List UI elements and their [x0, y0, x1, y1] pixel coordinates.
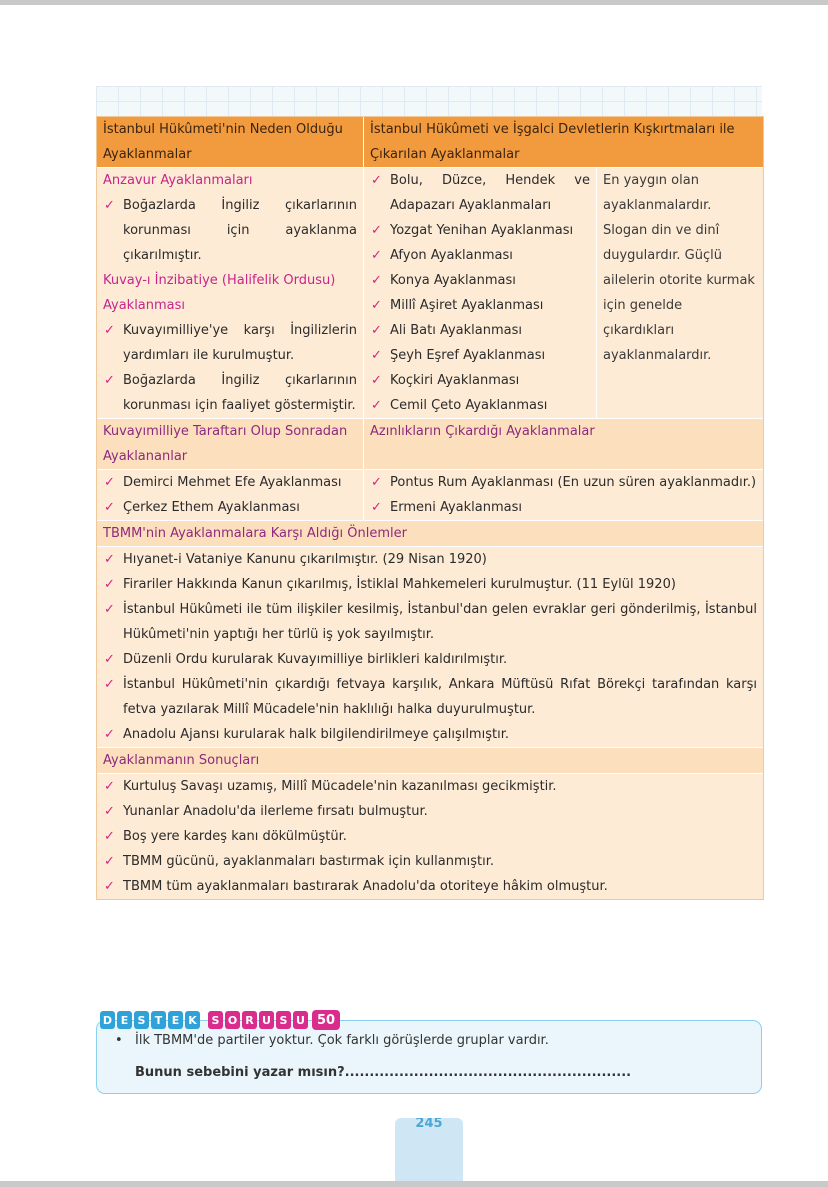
check-icon: ✓: [104, 804, 115, 819]
badge-letter: S: [208, 1011, 223, 1029]
list-item-text: Demirci Mehmet Efe Ayaklanması: [123, 475, 342, 490]
page-number-tab: [395, 1118, 463, 1181]
list-item: [103, 597, 757, 647]
kuvay-title: Kuvay-ı İnzibatiye (Halifelik Ordusu) Ayaklanması: [103, 273, 336, 313]
header-row-2: [97, 418, 763, 469]
list-item-text: Koçkiri Ayaklanması: [390, 373, 520, 388]
list-item: [103, 774, 757, 799]
badge-letter: R: [242, 1011, 257, 1029]
list-item: [103, 672, 757, 722]
list-item-text: Şeyh Eşref Ayaklanması: [390, 348, 546, 363]
badge-letter: S: [276, 1011, 291, 1029]
body-row-2: [97, 469, 763, 520]
badge-letter: E: [117, 1011, 132, 1029]
list-item: [370, 218, 590, 243]
badge-letter: U: [293, 1011, 308, 1029]
check-icon: ✓: [104, 475, 115, 490]
check-icon: ✓: [371, 173, 382, 188]
check-icon: ✓: [371, 500, 382, 515]
question-text: [115, 1033, 549, 1048]
list-item-text: Yunanlar Anadolu'da ilerleme fırsatı bulmuştur.: [123, 804, 428, 819]
header-row-3: [97, 520, 763, 546]
results-cell: [97, 774, 763, 899]
list-item: [370, 495, 757, 520]
list-item: [103, 799, 757, 824]
minorities-cell: [364, 470, 763, 520]
list-item-text: Düzenli Ordu kurularak Kuvayımilliye birlikleri kaldırılmıştır.: [123, 652, 508, 667]
list-item-text: İstanbul Hükûmeti'nin çıkardığı fetvaya karşılık, Ankara Müftüsü Rıfat Börekçi tarafından karşı fetva yazılarak Millî Mücadele'nin haklılığı halka duyurulmuştur.: [123, 677, 757, 717]
list-item: [103, 849, 757, 874]
check-icon: ✓: [371, 298, 382, 313]
anzavur-list: [103, 193, 357, 268]
check-icon: ✓: [104, 829, 115, 844]
check-icon: ✓: [371, 248, 382, 263]
list-item: [370, 293, 590, 318]
check-icon: ✓: [104, 198, 115, 213]
results-list: [103, 774, 757, 899]
istanbul-caused-cell: [97, 168, 364, 418]
header-provoked: İstanbul Hükûmeti ve İşgalci Devletlerin Kışkırtmaları ile Çıkarılan Ayaklanmalar: [364, 117, 763, 167]
check-icon: ✓: [104, 602, 115, 617]
list-item-text: Konya Ayaklanması: [390, 273, 516, 288]
list-item-text: Çerkez Ethem Ayaklanması: [123, 500, 300, 515]
kuvay-list: [103, 318, 357, 418]
list-item-text: Hıyanet-i Vataniye Kanunu çıkarılmıştır. (29 Nisan 1920): [123, 552, 487, 567]
badge-letter: S: [134, 1011, 149, 1029]
check-icon: ✓: [371, 273, 382, 288]
header-results: Ayaklanmanın Sonuçları: [97, 748, 763, 773]
provoked-list-cell: [364, 168, 597, 418]
check-icon: ✓: [104, 323, 115, 338]
badge-letter: T: [151, 1011, 166, 1029]
list-item: [103, 495, 357, 520]
body-row-1: [97, 167, 763, 418]
list-item-text: Boğazlarda İngiliz çıkarlarının korunması için faaliyet göstermiştir.: [123, 373, 357, 413]
list-item: [370, 168, 590, 218]
list-item-text: Yozgat Yenihan Ayaklanması: [390, 223, 574, 238]
body-row-4: [97, 773, 763, 899]
question-box: [96, 1020, 762, 1094]
list-item-text: Afyon Ayaklanması: [390, 248, 513, 263]
header-kuvayi-supporters: Kuvayımilliye Taraftarı Olup Sonradan Ayaklananlar: [97, 419, 364, 469]
list-item: [103, 368, 357, 418]
top-border: [0, 0, 828, 5]
list-item: [370, 368, 590, 393]
list-item-text: İstanbul Hükûmeti ile tüm ilişkiler kesilmiş, İstanbul'dan gelen evraklar geri gönderilmiş, İstanbul Hükûmeti'nin yaptığı her türlü iş yok sayılmıştır.: [123, 602, 757, 642]
list-item-text: Anadolu Ajansı kurularak halk bilgilendirilmeye çalışılmıştır.: [123, 727, 509, 742]
check-icon: ✓: [104, 552, 115, 567]
list-item-text: Ali Batı Ayaklanması: [390, 323, 523, 338]
provoked-list: [370, 168, 590, 418]
header-measures: TBMM'nin Ayaklanmalara Karşı Aldığı Önlemler: [97, 521, 763, 546]
list-item: [103, 874, 757, 899]
header-istanbul-caused: İstanbul Hükûmeti'nin Neden Olduğu Ayaklanmalar: [97, 117, 364, 167]
list-item-text: Cemil Çeto Ayaklanması: [390, 398, 548, 413]
list-item: [103, 824, 757, 849]
badge-letter: D: [100, 1011, 115, 1029]
list-item: [103, 647, 757, 672]
list-item-text: Pontus Rum Ayaklanması (En uzun süren ayaklanmadır.): [390, 475, 757, 490]
list-item: [103, 470, 357, 495]
bullet-icon: •: [115, 1033, 123, 1048]
destek-word: [100, 1011, 200, 1029]
check-icon: ✓: [104, 779, 115, 794]
check-icon: ✓: [104, 373, 115, 388]
check-icon: ✓: [371, 323, 382, 338]
header-minorities: Azınlıkların Çıkardığı Ayaklanmalar: [364, 419, 763, 469]
minorities-list: [370, 470, 757, 520]
list-item-text: Ermeni Ayaklanması: [390, 500, 523, 515]
list-item: [103, 572, 757, 597]
list-item-text: Boğazlarda İngiliz çıkarlarının korunması için ayaklanma çıkarılmıştır.: [123, 198, 357, 263]
sorusu-word: [208, 1011, 308, 1029]
grid-strip: [96, 86, 762, 116]
check-icon: ✓: [104, 677, 115, 692]
list-item-text: Millî Aşiret Ayaklanması: [390, 298, 544, 313]
badge-letter: E: [168, 1011, 183, 1029]
list-item: [370, 343, 590, 368]
check-icon: ✓: [104, 727, 115, 742]
kuvayi-supporters-cell: [97, 470, 364, 520]
check-icon: ✓: [104, 500, 115, 515]
list-item: [103, 193, 357, 268]
list-item: [370, 393, 590, 418]
list-item-text: Kuvayımilliye'ye karşı İngilizlerin yardımları ile kurulmuştur.: [123, 323, 357, 363]
list-item-text: TBMM gücünü, ayaklanmaları bastırmak için kullanmıştır.: [123, 854, 495, 869]
header-row-1: [97, 117, 763, 167]
provoked-note: En yaygın olan ayaklanmalardır. Slogan din ve dinî duygulardır. Güçlü ailelerin otorite kurmak için genelde çıkardıkları ayaklanmalardır.: [603, 173, 755, 363]
body-row-3: [97, 546, 763, 747]
question-number: 50: [312, 1010, 340, 1030]
badge-letter: O: [225, 1011, 240, 1029]
answer-prompt[interactable]: Bunun sebebini yazar mısın?..........................................................: [135, 1065, 632, 1080]
check-icon: ✓: [371, 223, 382, 238]
list-item: [370, 243, 590, 268]
list-item: [370, 470, 757, 495]
list-item: [103, 722, 757, 747]
list-item: [370, 268, 590, 293]
question-line: İlk TBMM'de partiler yoktur. Çok farklı görüşlerde gruplar vardır.: [135, 1033, 549, 1048]
check-icon: ✓: [104, 652, 115, 667]
kuvayi-supporters-list: [103, 470, 357, 520]
list-item-text: Boş yere kardeş kanı dökülmüştür.: [123, 829, 347, 844]
check-icon: ✓: [371, 475, 382, 490]
list-item: [370, 318, 590, 343]
check-icon: ✓: [104, 577, 115, 592]
check-icon: ✓: [104, 854, 115, 869]
summary-table: [96, 116, 764, 900]
badge-letter: K: [185, 1011, 200, 1029]
list-item: [103, 547, 757, 572]
list-item-text: Firariler Hakkında Kanun çıkarılmış, İstiklal Mahkemeleri kurulmuştur. (11 Eylül 1920): [123, 577, 676, 592]
check-icon: ✓: [371, 398, 382, 413]
list-item-text: Bolu, Düzce, Hendek ve Adapazarı Ayaklanmaları: [390, 173, 590, 213]
list-item-text: Kurtuluş Savaşı uzamış, Millî Mücadele'nin kazanılması gecikmiştir.: [123, 779, 557, 794]
list-item-text: TBMM tüm ayaklanmaları bastırarak Anadolu'da otoriteye hâkim olmuştur.: [123, 879, 608, 894]
measures-cell: [97, 547, 763, 747]
list-item: [103, 318, 357, 368]
check-icon: ✓: [104, 879, 115, 894]
destek-sorusu-badge: [100, 1010, 340, 1030]
page-number: 245: [415, 1118, 443, 1131]
badge-letter: U: [259, 1011, 274, 1029]
bottom-border: [0, 1181, 828, 1187]
check-icon: ✓: [371, 348, 382, 363]
measures-list: [103, 547, 757, 747]
header-row-4: [97, 747, 763, 773]
check-icon: ✓: [371, 373, 382, 388]
anzavur-title: Anzavur Ayaklanmaları: [103, 173, 253, 188]
